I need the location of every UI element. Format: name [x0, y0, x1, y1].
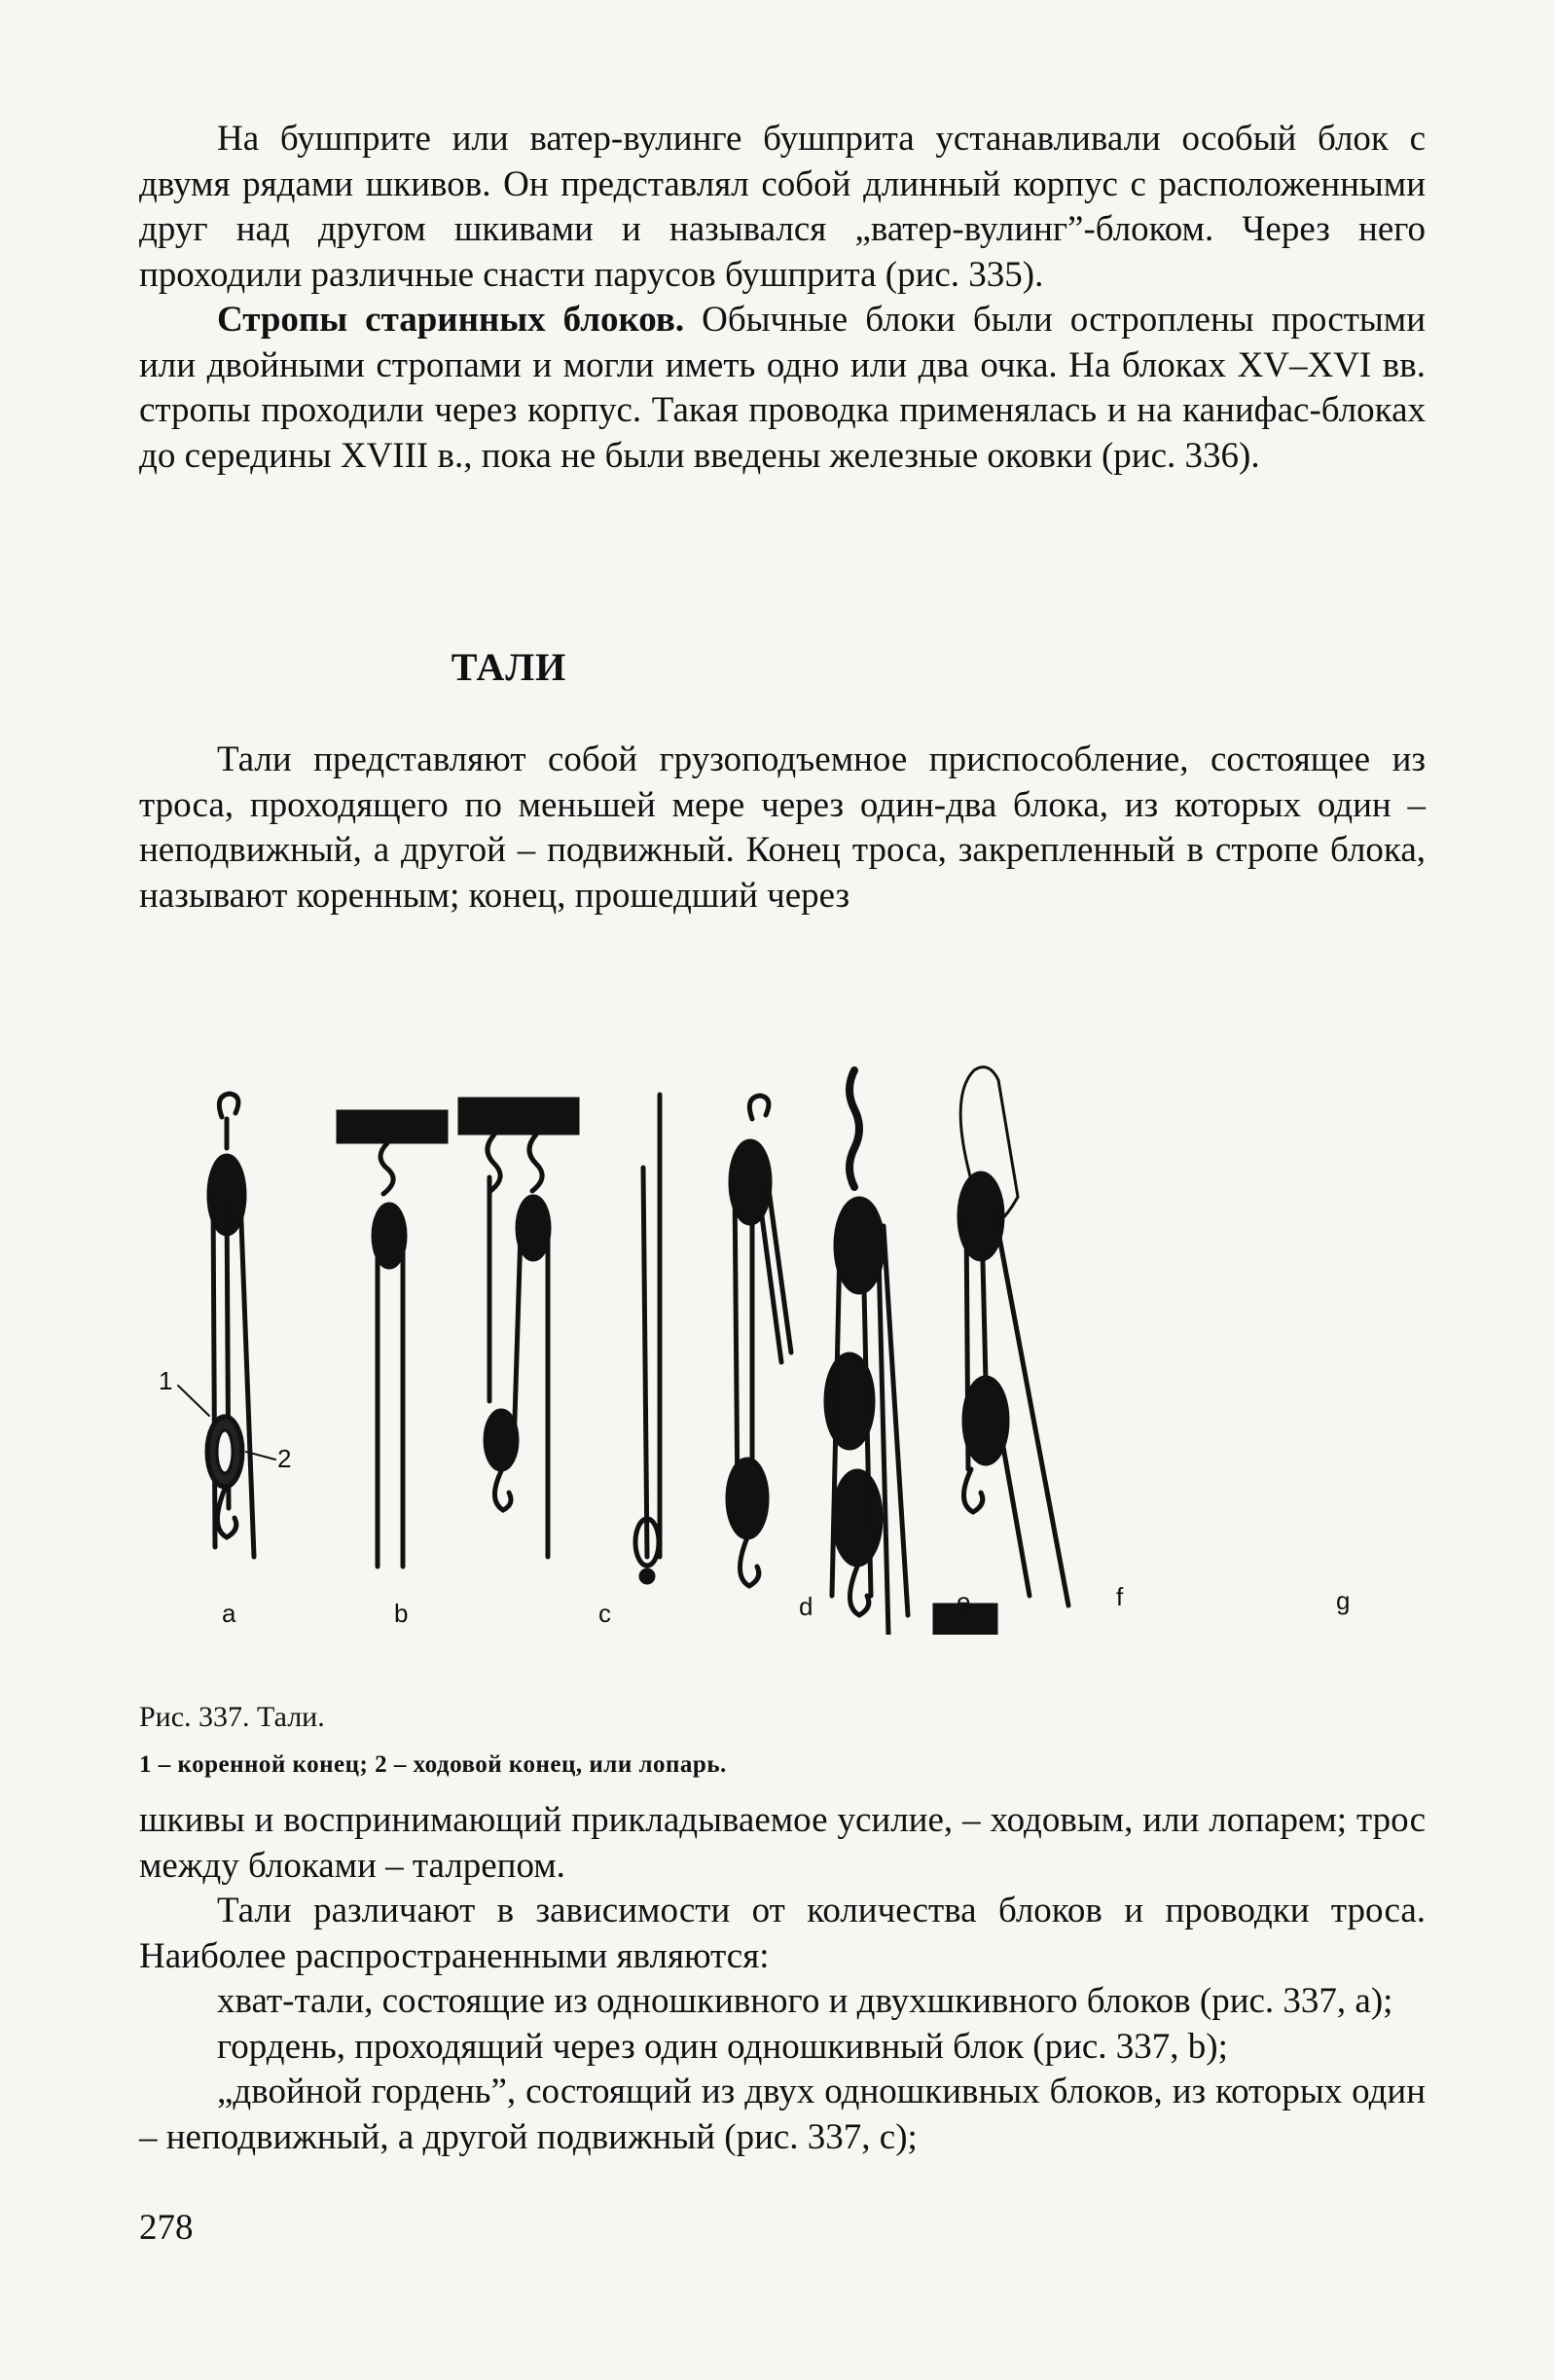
- figure-caption-title: Рис. 337. Тали.: [139, 1701, 325, 1733]
- panel-label-a: a: [222, 1599, 236, 1628]
- panel-label-d: d: [799, 1592, 813, 1621]
- panel-label-f: f: [1116, 1582, 1124, 1611]
- section-title: ТАЛИ: [451, 645, 567, 689]
- paragraph-tackle-definition: Тали представляют собой грузоподъемное приспособление, состоящее из троса, проходящего по меньшей мере через один-два блока, из которых один – неподвижный, а другой – подвижный. Конец троса, закрепленный в стропе блока, называют коренным; конец, прошедший через: [139, 739, 1426, 916]
- tackle-g: [935, 1067, 1068, 1635]
- panel-label-e: e: [957, 1587, 971, 1616]
- list-item-whip: гордень, проходящий через один одношкивный блок (рис. 337, b);: [217, 2026, 1228, 2067]
- panel-label-g: g: [1336, 1586, 1351, 1615]
- continuation-block: [139, 1798, 1426, 2160]
- figure-337-tackles: [139, 1012, 1404, 1635]
- tackle-e: [728, 1096, 791, 1586]
- panel-label-c: c: [598, 1599, 611, 1628]
- callout-1: 1: [159, 1366, 173, 1395]
- tackle-f: [826, 1070, 908, 1635]
- paragraph-continuation: шкивы и воспринимающий прикладываемое усилие, – ходовым, или лопарем; трос между блоками – талрепом.: [139, 1800, 1426, 1886]
- paragraph-water-vuling: На бушприте или ватер-вулинге бушприта устанавливали особый блок с двумя рядами шкивов. Он представлял собой длинный корпус с расположенными друг над другом шкивами и назывался „ватер-вулинг”-блоком. Через него проходили различные снасти парусов бушприта (рис. 335).: [139, 119, 1426, 295]
- bold-run-heading: Стропы старинных блоков.: [217, 300, 685, 340]
- tackle-c: [460, 1100, 577, 1557]
- tackle-illustration: [139, 1012, 1404, 1635]
- tackle-b: [339, 1112, 446, 1567]
- page-number: 278: [139, 2208, 194, 2248]
- paragraph-tackle-types: Тали различают в зависимости от количества блоков и проводки троса. Наиболее распространенными являются:: [139, 1891, 1426, 1976]
- callout-2: 2: [277, 1444, 292, 1473]
- section-block: [139, 738, 1426, 919]
- tackle-a: [178, 1094, 275, 1557]
- panel-label-b: b: [394, 1599, 409, 1628]
- figure-caption-legend: 1 – коренной конец; 2 – ходовой конец, или лопарь.: [139, 1751, 727, 1778]
- list-item-double-whip: „двойной гордень”, состоящий из двух одношкивных блоков, из которых один – неподвижный, а другой подвижный (рис. 337, с);: [139, 2072, 1426, 2157]
- paragraph-block-strops: Стропы старинных блоков. Обычные блоки были остроплены простыми или двойными стропами и могли иметь одно или два очка. На блоках XV–XVI вв. стропы проходили через корпус. Такая проводка применялась и на канифас-блоках до середины XVIII в., пока не были введены железные оковки (рис. 336).: [139, 300, 1427, 476]
- tackle-d: [635, 1095, 660, 1582]
- intro-block: [139, 117, 1426, 479]
- list-item-luff-tackle: хват-тали, состоящие из одношкивного и двухшкивного блоков (рис. 337, а);: [217, 1981, 1393, 2021]
